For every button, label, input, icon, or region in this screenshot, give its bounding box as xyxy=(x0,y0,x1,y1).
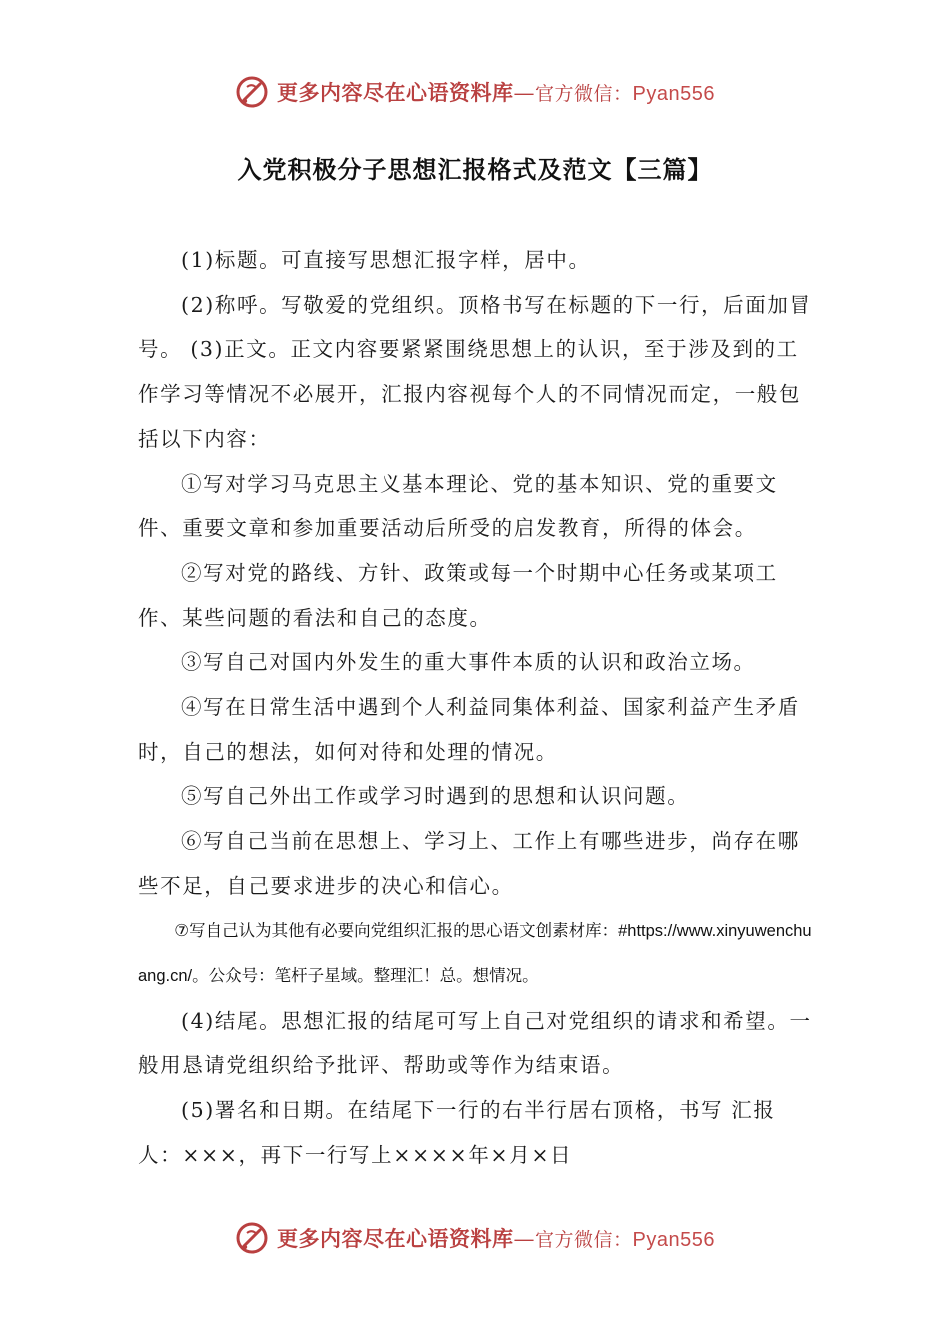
document-title: 入党积极分子思想汇报格式及范文【三篇】 xyxy=(237,155,713,184)
paragraph-item-4: ④写在日常生活中遇到个人利益同集体利益、国家利益产生矛盾时，自己的想法，如何对待和处理的情况。 xyxy=(138,695,800,764)
footer-wechat-label: 官方微信： xyxy=(535,1229,633,1251)
paragraph-item-1: ①写对学习马克思主义基本理论、党的基本知识、党的重要文件、重要文章和参加重要活动后所受的启发教育，所得的体会。 xyxy=(138,471,778,541)
paragraph-signature-date: (5)署名和日期。在结尾下一行的右半行居右顶格，书写 汇报人：×××，再下一行写上××××年×月×日 xyxy=(138,1097,776,1167)
footer-brand xyxy=(277,1223,715,1253)
header-brand xyxy=(277,77,715,107)
paragraph-item-7-note: ⑦写自己认为其他有必要向党组织汇报的思心语文创素材库：#https://www.xinyuwenchuang.cn/。公众号：笔杆子星域。整理汇！总。想情况。 xyxy=(138,921,812,985)
paragraph-item-6: ⑥写自己当前在思想上、学习上、工作上有哪些进步，尚存在哪些不足，自己要求进步的决心和信心。 xyxy=(138,829,800,898)
header-banner xyxy=(0,70,950,114)
footer-wechat-id: Pyan556 xyxy=(632,1229,715,1251)
paragraph-closing: (4)结尾。思想汇报的结尾可写上自己对党组织的请求和希望。一般用恳请党组织给予批评、帮助或等作为结束语。 xyxy=(138,1008,812,1078)
footer-banner xyxy=(0,1216,950,1260)
header-brand-text: 更多内容尽在心语资料库 xyxy=(277,80,514,105)
brand-logo-icon xyxy=(235,75,269,109)
paragraph-item-5: ⑤写自己外出工作或学习时遇到的思想和认识问题。 xyxy=(181,784,690,809)
header-wechat-label: 官方微信： xyxy=(535,83,633,105)
brand-logo-icon xyxy=(235,1221,269,1255)
footer-separator: — xyxy=(513,1227,535,1251)
header-wechat-id: Pyan556 xyxy=(632,83,715,105)
document-body xyxy=(138,238,818,1177)
paragraph-title-format: (1)标题。可直接写思想汇报字样，居中。 xyxy=(181,248,591,272)
header-separator: — xyxy=(513,81,535,105)
paragraph-item-3: ③写自己对国内外发生的重大事件本质的认识和政治立场。 xyxy=(181,650,756,675)
paragraph-item-2: ②写对党的路线、方针、政策或每一个时期中心任务或某项工作、某些问题的看法和自己的态度。 xyxy=(138,560,778,630)
paragraph-salutation-body: (2)称呼。写敬爱的党组织。顶格书写在标题的下一行，后面加冒号。 (3)正文。正文内容要紧紧围绕思想上的认识，至于涉及到的工作学习等情况不必展开，汇报内容视每个人的不同情况而定，一般包括以下内容： xyxy=(138,292,812,451)
footer-brand-text: 更多内容尽在心语资料库 xyxy=(277,1226,514,1251)
